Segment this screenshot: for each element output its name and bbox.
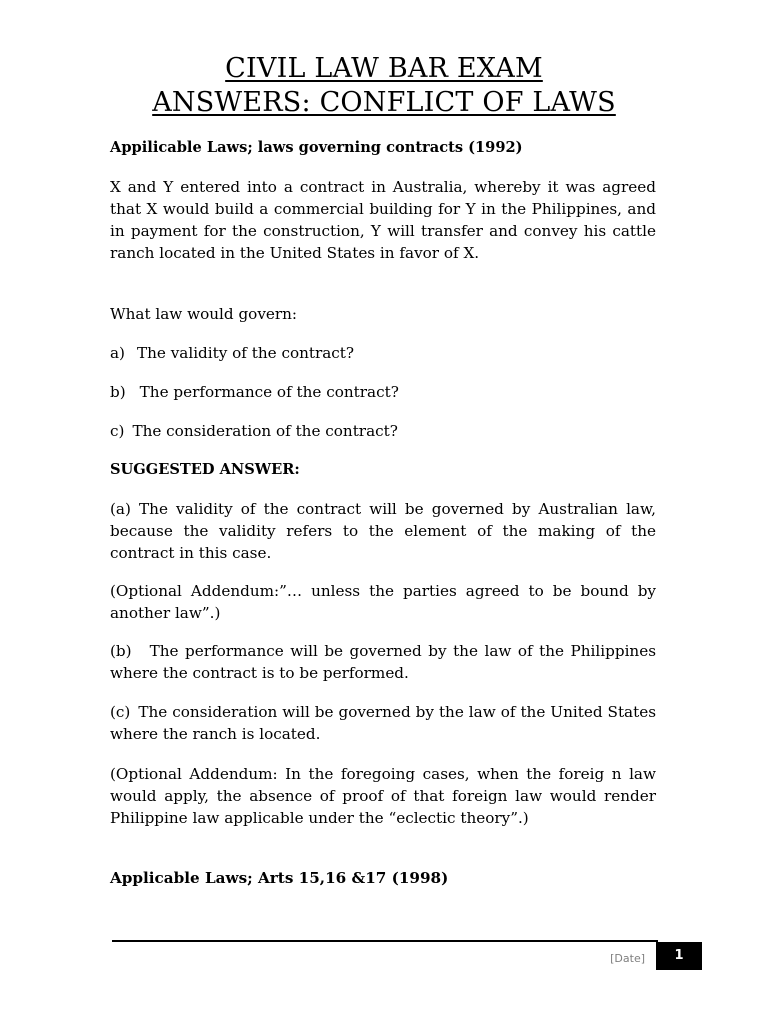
section-heading: Applicable Laws; Arts 15,16 &17 (1998) [110, 869, 449, 887]
addendum-text: (Optional Addendum: In the foregoing cases, when the foreig n law would apply, the absence of proof of that foreign law would render Philippine law applicable under the “eclectic theory”.) [110, 765, 656, 827]
question-item-text: The validity of the contract? [136, 344, 355, 362]
prompt-paragraph [110, 303, 656, 325]
question-item-text: The performance of the contract? [139, 383, 399, 401]
heading-arts [110, 867, 656, 889]
answer-text: The performance will be governed by the law of the Philippines where the contract is to be performed. [110, 642, 656, 682]
addendum-1 [110, 580, 656, 624]
addendum-text: (Optional Addendum:”… unless the parties agreed to be bound by another law”.) [110, 582, 656, 622]
question-marker: b) [110, 383, 126, 401]
question-paragraph [110, 176, 656, 264]
question-item-text: The consideration of the contract? [132, 422, 398, 440]
answer-marker: (a) [110, 500, 131, 518]
question-item-b [110, 381, 656, 403]
answer-a [110, 498, 656, 564]
addendum-2 [110, 763, 656, 829]
answer-marker: (c) [110, 703, 131, 721]
answer-text: The validity of the contract will be governed by Australian law, because the validity refers to the element of the making of the contract in this case. [110, 500, 657, 562]
question-item-c [110, 420, 656, 442]
question-item-a [110, 342, 656, 364]
page-title [100, 52, 668, 120]
question-marker: c) [110, 422, 125, 440]
title-line-1: CIVIL LAW BAR EXAM [225, 53, 543, 84]
suggested-answer-heading [110, 459, 656, 481]
suggested-answer-label: SUGGESTED ANSWER: [110, 461, 300, 478]
answer-marker: (b) [110, 642, 132, 660]
heading-contracts [110, 137, 656, 159]
footer-date: [Date] [610, 952, 645, 965]
answer-text: The consideration will be governed by the law of the United States where the ranch is located. [110, 703, 656, 743]
prompt-text: What law would govern: [110, 305, 298, 323]
answer-b [110, 640, 656, 684]
title-line-2: ANSWERS: CONFLICT OF LAWS [152, 87, 616, 118]
footer-divider [112, 940, 658, 942]
answer-c [110, 701, 656, 745]
question-text: X and Y entered into a contract in Australia, whereby it was agreed that X would build a commercial building for Y in the Philippines, and in payment for the construction, Y will transfer and convey his cattle ranch located in the United States in favor of X. [110, 178, 656, 262]
page-number-badge: 1 [656, 942, 702, 970]
section-heading: Appilicable Laws; laws governing contracts (1992) [110, 139, 523, 156]
question-marker: a) [110, 344, 125, 362]
